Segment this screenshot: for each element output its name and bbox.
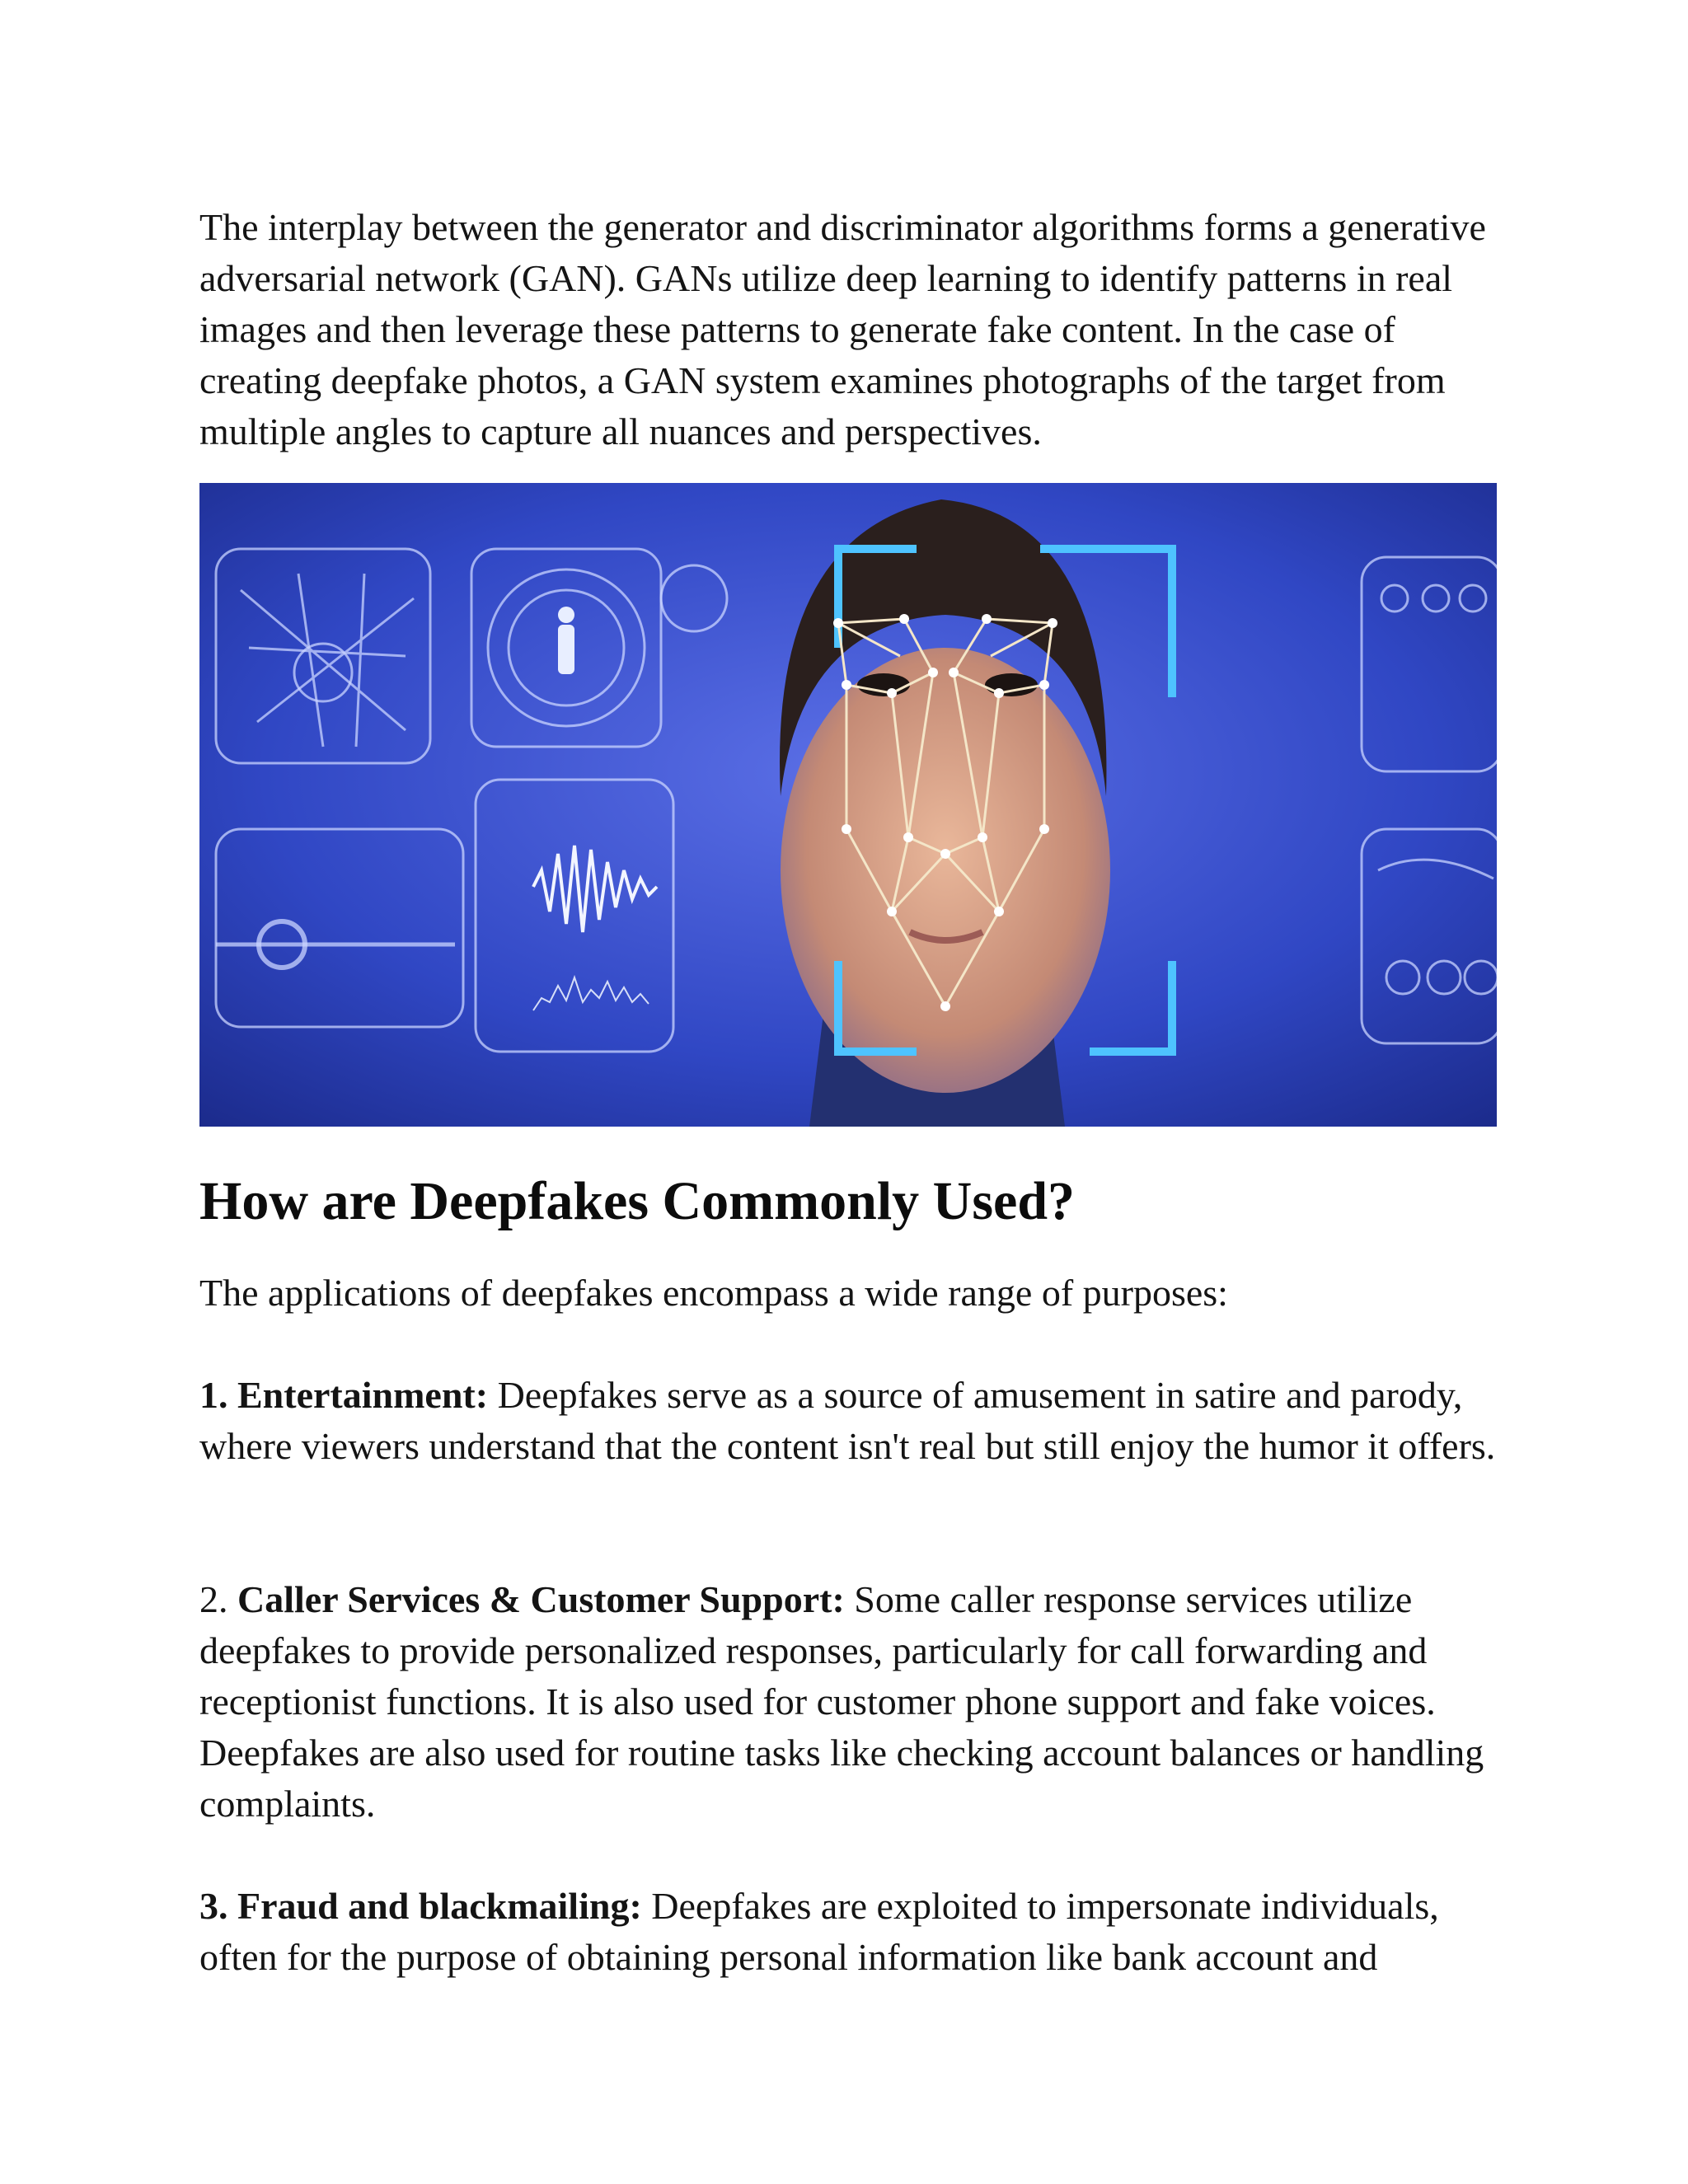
lead-paragraph: The applications of deepfakes encompass a wide range of purposes: — [199, 1272, 1228, 1314]
list-item-text: Deepfakes are exploited to impersonate individuals, often for the purpose of obtaining personal information like bank account and — [199, 1885, 1439, 1978]
list-item-text: Deepfakes serve as a source of amusement in satire and parody, where viewers understand that the content isn't real but still enjoy the humor it offers. — [199, 1374, 1496, 1467]
intro-paragraph: The interplay between the generator and discriminator algorithms forms a generative adversarial network (GAN). GANs utilize deep learning to identify patterns in real images and then leverage these patterns to generate fake content. In the case of creating deepfake photos, a GAN system examines photographs of the target from multiple angles to capture all nuances and perspectives. — [199, 206, 1486, 452]
list-item — [199, 1881, 1502, 1983]
list-item-number: 2. — [199, 1578, 237, 1620]
list-item — [199, 1574, 1502, 1830]
face-recognition-illustration — [199, 483, 1497, 1127]
list-item-label: 1. Entertainment: — [199, 1374, 489, 1416]
section-heading: How are Deepfakes Commonly Used? — [199, 1171, 1076, 1231]
list-item-text: Some caller response services utilize deepfakes to provide personalized responses, particularly for call forwarding and receptionist functions. It is also used for customer phone support and fake voices. Deepfakes are also used for routine tasks like checking account balances or handling complaints. — [199, 1578, 1484, 1825]
human-figure-icon — [558, 607, 574, 674]
list-item-label: Caller Services & Customer Support: — [237, 1578, 845, 1620]
list-item — [199, 1370, 1502, 1472]
list-item-label: 3. Fraud and blackmailing: — [199, 1885, 642, 1927]
